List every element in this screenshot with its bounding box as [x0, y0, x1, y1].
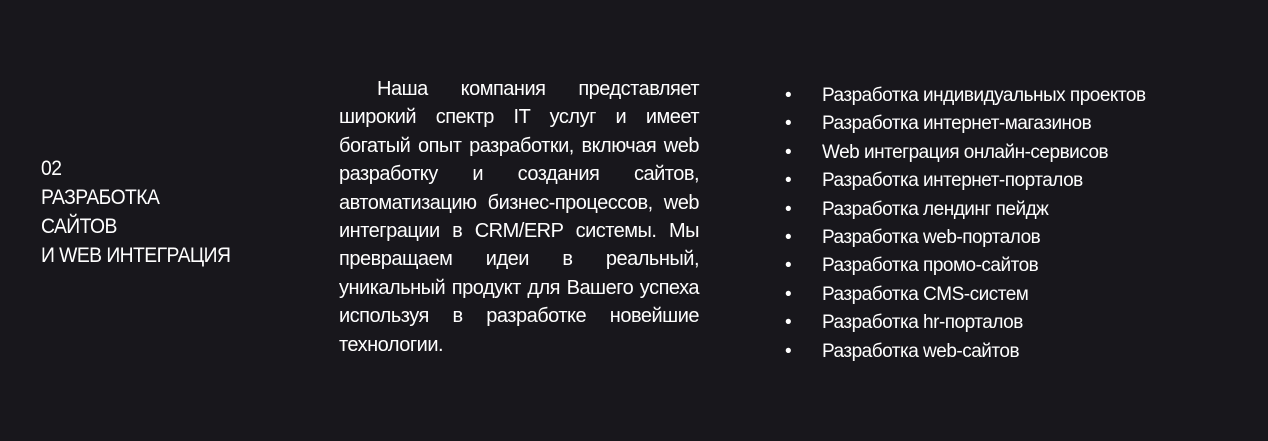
service-label: Разработка интернет-магазинов	[822, 113, 1092, 135]
service-label: Разработка интернет-порталов	[822, 170, 1083, 192]
list-item	[785, 255, 1146, 283]
company-description: Наша компания представляет широкий спектр IT услуг и имеет богатый опыт разработки, включая web разработку и создания сайтов, автоматизацию бизнес-процессов, web интеграции в CRM/ERP системы. Мы превращаем идеи в реальный, уникальный продукт для Вашего успеха используя в разработке новейшие технологии.	[339, 78, 699, 356]
bullet-icon: •	[785, 141, 792, 163]
service-label: Разработка web-порталов	[822, 226, 1041, 248]
list-item	[785, 85, 1146, 113]
bullet-icon: •	[785, 85, 792, 106]
bullet-icon: •	[785, 198, 792, 220]
list-item	[785, 284, 1146, 312]
list-item	[785, 142, 1146, 170]
service-label: Разработка промо-сайтов	[822, 255, 1039, 277]
bullet-icon: •	[785, 170, 792, 192]
section-number: 02	[41, 157, 62, 180]
service-label: Разработка лендинг пейдж	[822, 198, 1049, 220]
service-label: Разработка hr-порталов	[822, 312, 1023, 334]
bullet-icon: •	[785, 312, 792, 334]
bullet-icon: •	[785, 340, 792, 362]
list-item	[785, 113, 1146, 141]
list-item	[785, 170, 1146, 198]
service-label: Web интеграция онлайн-сервисов	[822, 141, 1109, 163]
list-item	[785, 227, 1146, 255]
list-item	[785, 199, 1146, 227]
bullet-icon: •	[785, 226, 792, 248]
section-heading	[41, 154, 230, 270]
bullet-icon: •	[785, 113, 792, 135]
section-title-line-3: И WEB ИНТЕГРАЦИЯ	[41, 244, 231, 267]
service-label: Разработка индивидуальных проектов	[822, 85, 1146, 106]
bullet-icon: •	[785, 255, 792, 277]
services-list	[785, 85, 1146, 369]
bullet-icon: •	[785, 283, 792, 305]
service-label: Разработка CMS-систем	[822, 283, 1029, 305]
section-title-line-2: САЙТОВ	[41, 215, 117, 238]
service-label: Разработка web-сайтов	[822, 340, 1020, 362]
list-item	[785, 341, 1146, 369]
list-item	[785, 312, 1146, 340]
section-title-line-1: РАЗРАБОТКА	[41, 186, 160, 209]
